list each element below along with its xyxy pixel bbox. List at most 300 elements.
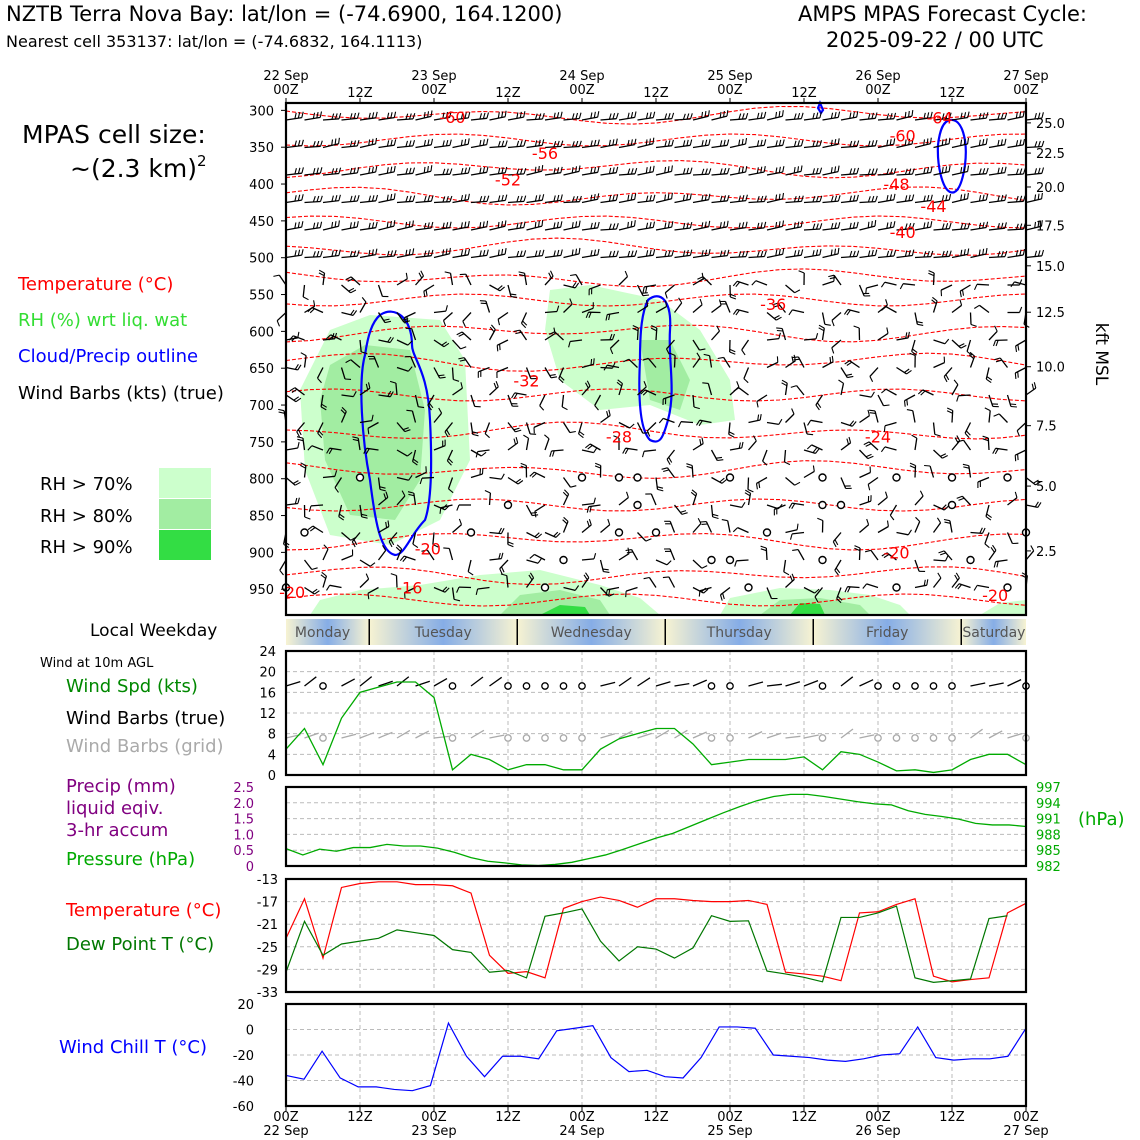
wind-barb-feather xyxy=(938,573,941,578)
wind-barb-feather xyxy=(431,250,433,256)
wind-barb-feather xyxy=(905,251,906,257)
wind-barb xyxy=(564,171,580,175)
wind-barb xyxy=(508,285,511,297)
wind-barb xyxy=(397,201,413,202)
wind-barb-feather xyxy=(409,221,410,227)
calm-circle xyxy=(912,683,918,689)
wind-barb-feather xyxy=(816,333,818,339)
wind-barb-feather xyxy=(705,250,706,256)
wind-barb-feather xyxy=(908,530,911,535)
weekday-name: Saturday xyxy=(962,625,1026,641)
wind-barb-feather xyxy=(961,345,966,348)
wind-barb-feather xyxy=(428,140,429,146)
wind-barb-feather xyxy=(498,222,499,228)
wind-barb xyxy=(712,478,723,484)
wind-barb-feather xyxy=(487,113,489,119)
wind-barb-feather xyxy=(665,223,666,229)
wind-barb-feather xyxy=(850,113,851,119)
wind-barb xyxy=(952,305,962,312)
wind-barb-feather xyxy=(724,140,725,146)
wind-barb-feather xyxy=(702,438,703,444)
wind-barb-feather xyxy=(927,579,928,585)
pressure-right-tick-label: 985 xyxy=(1036,844,1061,860)
wind-barb-feather xyxy=(1005,195,1006,201)
wind-barb-feather xyxy=(791,534,793,540)
wind-barb-feather xyxy=(872,196,874,202)
wind-barb xyxy=(508,443,518,450)
wind-barb-feather xyxy=(668,166,669,172)
wind-barb-feather xyxy=(935,434,941,436)
wind-barb-feather xyxy=(572,196,574,202)
wind-barb-feather xyxy=(635,168,637,174)
wind-barb-feather xyxy=(502,249,503,255)
wind-barb-feather xyxy=(705,140,706,146)
wind-barb-feather xyxy=(376,195,378,201)
legend-temperature-2: Temperature (°C) xyxy=(66,900,222,921)
wind-barb-feather xyxy=(485,434,489,438)
wind-barb-feather xyxy=(1001,139,1002,145)
wind-barb-feather xyxy=(817,196,819,202)
wind-barb xyxy=(804,471,814,477)
wind-barb xyxy=(897,256,913,258)
calm-circle xyxy=(893,584,900,591)
wind-barb-feather xyxy=(865,550,871,552)
wind-barb-10m xyxy=(471,677,483,686)
wind-barb-feather xyxy=(514,330,520,331)
wind-barb-feather xyxy=(313,168,315,174)
wind-barb-feather xyxy=(794,222,795,228)
calm-circle xyxy=(764,529,771,536)
wind-barb-feather xyxy=(295,141,297,147)
wind-barb-feather xyxy=(709,110,710,116)
wind-barb-feather xyxy=(376,112,377,118)
wind-barb-feather xyxy=(312,568,318,570)
wind-barb xyxy=(305,146,321,147)
wind-barb xyxy=(915,496,923,505)
wind-barb xyxy=(738,528,749,533)
height-tick-label: 2.5 xyxy=(1036,544,1057,560)
wind-barb-feather xyxy=(387,195,388,201)
precip-tick-label: 1.0 xyxy=(233,828,254,844)
wind-barb-feather xyxy=(831,250,832,256)
wind-barb xyxy=(971,254,987,258)
wind-barb xyxy=(952,118,968,121)
wind-barb-feather xyxy=(339,113,341,119)
wind-tick-label: 20 xyxy=(259,665,276,681)
calm-circle xyxy=(560,557,567,564)
wind-barb xyxy=(323,201,339,203)
wind-barb xyxy=(886,389,897,395)
wind-barb xyxy=(656,199,672,203)
wind-barb-feather xyxy=(350,196,352,202)
wind-barb xyxy=(434,145,450,147)
bottom-axis-tick-label: 12Z xyxy=(939,1110,965,1125)
wind-barb-feather xyxy=(461,168,463,174)
wind-barb xyxy=(342,556,353,561)
wind-barb xyxy=(860,202,876,203)
wind-barb-feather xyxy=(351,290,356,293)
wind-barb-feather xyxy=(659,418,663,423)
wind-barb-feather xyxy=(505,195,506,201)
wind-barb xyxy=(693,305,702,313)
wind-barb xyxy=(823,228,839,230)
wind-barb-feather xyxy=(502,567,505,572)
wind-barb-feather xyxy=(295,113,296,119)
wind-barb-feather xyxy=(850,169,852,175)
temperature-tick-label: -21 xyxy=(256,918,278,934)
wind-barb-feather xyxy=(820,168,822,174)
wind-barb-feather xyxy=(819,328,824,331)
wind-barb-feather xyxy=(907,400,908,406)
wind-barb-feather xyxy=(801,113,803,119)
wind-barb xyxy=(860,395,872,397)
wind-barb xyxy=(416,256,432,258)
cell-size-title: MPAS cell size: xyxy=(22,120,206,149)
wind-barb-feather xyxy=(319,273,324,276)
wind-barb-feather xyxy=(887,251,889,257)
wind-barb xyxy=(582,117,598,120)
wind-barb-feather xyxy=(900,284,903,289)
wind-barb-feather xyxy=(884,405,890,406)
wind-barb-feather xyxy=(658,489,664,491)
wind-barb-feather xyxy=(672,140,674,146)
wind-barb-feather xyxy=(539,221,540,227)
wind-barb-feather xyxy=(702,566,707,569)
wind-barb xyxy=(422,478,434,479)
wind-barb-grid xyxy=(749,732,763,738)
wind-barb-feather xyxy=(591,250,592,256)
wind-barb xyxy=(905,395,916,401)
wind-barb-feather xyxy=(465,168,467,174)
wind-barb-feather xyxy=(594,553,596,559)
wind-barb-feather xyxy=(376,166,377,172)
wind-barb-feather xyxy=(998,114,1000,120)
wind-barb xyxy=(878,527,888,533)
wind-barb-feather xyxy=(1020,169,1022,175)
wind-barb-feather xyxy=(628,169,630,175)
wind-barb-feather xyxy=(1001,195,1002,201)
wind-barb-feather xyxy=(626,550,632,551)
wind-barb-feather xyxy=(730,297,736,299)
wind-barb xyxy=(342,118,358,120)
wind-barb-feather xyxy=(816,168,818,174)
windchill-tick-label: -20 xyxy=(232,1049,254,1064)
wind-barb-feather xyxy=(890,195,891,201)
height-tick-label: 15.0 xyxy=(1036,259,1065,275)
calm-circle xyxy=(930,735,936,741)
wind-barb-feather xyxy=(302,140,304,146)
wind-barb-feather xyxy=(561,250,562,256)
wind-barb xyxy=(670,521,674,532)
wind-barb xyxy=(1008,255,1024,258)
wind-barb-feather xyxy=(742,350,745,355)
wind-barb xyxy=(915,173,931,176)
wind-barb xyxy=(989,411,990,423)
legend-rh70: RH > 70% xyxy=(40,474,133,495)
height-tick-label: 7.5 xyxy=(1036,419,1057,435)
wind-barb-feather xyxy=(1038,250,1040,256)
wind-barb-feather xyxy=(857,168,859,174)
wind-barb-feather xyxy=(302,167,304,173)
wind-barb-feather xyxy=(625,449,628,454)
wind-barb-feather xyxy=(598,193,599,199)
wind-barb xyxy=(508,228,524,231)
wind-barb-feather xyxy=(297,437,303,438)
wind-barb-feather xyxy=(501,528,504,533)
wind-barb-feather xyxy=(332,251,333,257)
wind-barb-feather xyxy=(682,513,688,515)
wind-barb-feather xyxy=(920,491,923,496)
wind-barb-feather xyxy=(957,396,959,402)
wind-barb-feather xyxy=(590,506,591,512)
wind-barb-feather xyxy=(813,224,815,230)
pressure-tick-label: 300 xyxy=(249,104,274,120)
wind-barb-feather xyxy=(890,515,894,520)
wind-barb xyxy=(656,146,672,148)
wind-barb-feather xyxy=(857,222,858,228)
wind-barb-feather xyxy=(702,222,703,228)
wind-barb-feather xyxy=(985,544,990,548)
wind-barb-feather xyxy=(683,168,685,174)
wind-barb-feather xyxy=(319,270,324,273)
wind-barb-feather xyxy=(794,114,796,120)
wind-barb-feather xyxy=(765,251,767,257)
wind-barb xyxy=(782,329,785,341)
wind-barb xyxy=(823,281,834,285)
wind-barb xyxy=(767,339,779,340)
wind-barb xyxy=(453,255,469,258)
wind-barb-feather xyxy=(830,357,831,363)
wind-barb xyxy=(885,423,897,426)
wind-barb xyxy=(1008,201,1024,202)
wind-barb-feather xyxy=(631,221,632,227)
wind-barb-feather xyxy=(702,250,703,256)
wind-barb-feather xyxy=(997,561,998,567)
wind-barb-feather xyxy=(511,297,517,298)
wind-barb-feather xyxy=(687,466,693,468)
wind-barb-feather xyxy=(794,167,795,173)
wind-barb xyxy=(545,255,561,257)
wind-barb-feather xyxy=(924,466,930,467)
wind-barb-feather xyxy=(369,140,370,146)
wind-barb xyxy=(619,498,628,506)
wind-barb xyxy=(490,559,502,560)
wind-barb-feather xyxy=(616,113,618,119)
wind-barb-feather xyxy=(980,528,983,533)
wind-barb xyxy=(1008,117,1024,120)
wind-barb-feather xyxy=(779,419,782,424)
temperature-label: -32 xyxy=(513,371,540,391)
wind-barb-feather xyxy=(277,321,279,327)
wind-barb-feather xyxy=(687,223,688,229)
wind-barb xyxy=(360,560,370,566)
wind-barb-feather xyxy=(520,141,522,147)
wind-barb xyxy=(498,313,508,320)
wind-barb xyxy=(545,227,561,230)
wind-barb-feather xyxy=(905,401,906,407)
wind-barb-feather xyxy=(1020,196,1022,202)
wind-barb-feather xyxy=(994,562,995,568)
calm-circle xyxy=(838,502,845,509)
wind-barb-10m xyxy=(767,684,782,686)
wind-barb-feather xyxy=(739,167,740,173)
wind-barb-feather xyxy=(591,168,592,174)
wind-barb xyxy=(971,533,983,534)
wind-barb-feather xyxy=(554,251,555,257)
wind-barb xyxy=(416,201,432,202)
wind-barb-feather xyxy=(727,168,729,174)
wind-barb-feather xyxy=(539,195,540,201)
wind-barb-feather xyxy=(869,410,875,411)
wind-barb-feather xyxy=(742,139,743,145)
wind-barb-feather xyxy=(650,167,651,173)
wind-barb xyxy=(804,202,820,203)
wind-barb-feather xyxy=(650,250,651,256)
wind-barb-feather xyxy=(886,492,888,498)
wind-barb xyxy=(786,478,795,486)
wind-barb xyxy=(952,254,968,257)
wind-barb xyxy=(305,228,321,230)
wind-barb-feather xyxy=(297,439,303,440)
wind-barb xyxy=(656,560,667,565)
wind-barb-feather xyxy=(1020,307,1022,313)
wind-barb-feather xyxy=(1010,404,1016,405)
legend-precip-1: Precip (mm) xyxy=(66,776,176,797)
wind-barb-feather xyxy=(761,140,762,146)
wind-barb-feather xyxy=(838,195,840,201)
wind-barb-feather xyxy=(779,249,780,255)
temperature-label: -24 xyxy=(864,427,892,447)
calm-circle xyxy=(301,529,308,536)
wind-barb-feather xyxy=(835,196,837,202)
wind-barb-feather xyxy=(561,221,562,227)
wind-barb-feather xyxy=(700,439,701,445)
wind-barb xyxy=(786,579,795,587)
wind-barb-feather xyxy=(957,496,963,498)
wind-barb-feather xyxy=(886,299,888,305)
precip-tick-label: 1.5 xyxy=(233,812,254,828)
wind-barb xyxy=(823,117,839,120)
wind-barb xyxy=(540,395,545,406)
wind-barb-feather xyxy=(321,251,323,257)
wind-barb-feather xyxy=(672,165,673,171)
wind-barb-grid xyxy=(379,732,393,738)
wind-barb-feather xyxy=(438,375,444,376)
wind-barb-grid xyxy=(490,735,505,738)
wind-barb-feather xyxy=(554,223,555,229)
wind-barb xyxy=(564,227,580,230)
wind-barb-feather xyxy=(817,224,819,230)
wind-barb-feather xyxy=(444,321,446,327)
wind-barb-feather xyxy=(717,460,723,461)
wind-barb-feather xyxy=(657,487,663,488)
wind-barb-feather xyxy=(468,112,469,118)
wind-barb xyxy=(564,478,571,488)
wind-barb-feather xyxy=(807,445,811,449)
wind-barb-feather xyxy=(963,464,969,465)
wind-barb xyxy=(798,357,804,368)
wind-barb xyxy=(834,275,841,285)
wind-barb-feather xyxy=(757,483,758,489)
height-tick-label: 5.0 xyxy=(1036,480,1057,496)
wind-barb xyxy=(342,173,358,175)
wind-barb-feather xyxy=(561,141,563,147)
wind-barb xyxy=(619,256,635,257)
wind-barb-feather xyxy=(890,251,892,257)
wind-barb-feather xyxy=(739,443,740,449)
wind-barb xyxy=(434,311,446,312)
wind-barb xyxy=(323,549,328,560)
wind-barb xyxy=(944,551,952,560)
wind-barb-feather xyxy=(687,250,688,256)
wind-barb-feather xyxy=(317,251,319,257)
wind-barb-feather xyxy=(687,194,688,200)
wind-barb-feather xyxy=(853,222,854,228)
wind-barb xyxy=(1008,498,1018,505)
top-axis-tick-label: 25 Sep 00Z xyxy=(707,69,753,99)
wind-barb-feather xyxy=(628,251,630,257)
calm-circle xyxy=(542,683,548,689)
calm-circle xyxy=(949,502,956,509)
legend-pressure: Pressure (hPa) xyxy=(66,849,196,870)
wind-barb xyxy=(508,117,524,120)
wind-barb-feather xyxy=(594,498,596,504)
wind-barb-feather xyxy=(372,112,373,118)
wind-barb xyxy=(286,118,302,120)
weekday-name: Wednesday xyxy=(550,625,632,641)
wind-barb-feather xyxy=(587,507,588,513)
wind-barb-feather xyxy=(646,167,647,173)
wind-barb-feather xyxy=(406,196,408,202)
wind-barb xyxy=(786,255,802,257)
calm-circle xyxy=(727,557,734,564)
wind-barb-feather xyxy=(613,167,614,173)
wind-barb-feather xyxy=(690,194,691,200)
wind-barb-grid xyxy=(989,731,1002,738)
bottom-axis-tick-label: 12Z xyxy=(495,1110,521,1125)
wind-barb-feather xyxy=(910,463,916,465)
calm-circle xyxy=(579,735,585,741)
wind-barb-feather xyxy=(986,248,987,254)
wind-barb-feather xyxy=(746,222,747,228)
legend-barbs-grid: Wind Barbs (grid) xyxy=(66,736,224,757)
wind-barb xyxy=(323,119,339,120)
wind-barb-feather xyxy=(346,277,351,280)
wind-barb-feather xyxy=(443,196,445,202)
wind-barb-feather xyxy=(942,140,943,146)
legend-wind-speed: Wind Spd (kts) xyxy=(66,676,198,697)
wind-barb xyxy=(930,466,933,478)
wind-barb-feather xyxy=(794,250,795,256)
wind-tick-label: 4 xyxy=(267,748,276,764)
wind-barb xyxy=(886,307,897,313)
wind-barb-feather xyxy=(587,521,589,527)
wind-barb-feather xyxy=(428,223,429,229)
wind-barb-feather xyxy=(613,224,615,230)
wind-barb-feather xyxy=(498,196,499,202)
wind-barb xyxy=(313,526,323,532)
wind-barb xyxy=(582,450,594,453)
wind-barb-feather xyxy=(702,195,703,201)
wind-barb-feather xyxy=(609,224,611,230)
wind-barb xyxy=(757,478,768,484)
wind-barb-feather xyxy=(959,498,965,500)
wind-barb xyxy=(564,423,570,433)
wind-barb xyxy=(823,254,839,258)
wind-barb xyxy=(360,579,369,587)
wind-barb-feather xyxy=(424,140,425,146)
wind-barb-feather xyxy=(698,518,701,523)
